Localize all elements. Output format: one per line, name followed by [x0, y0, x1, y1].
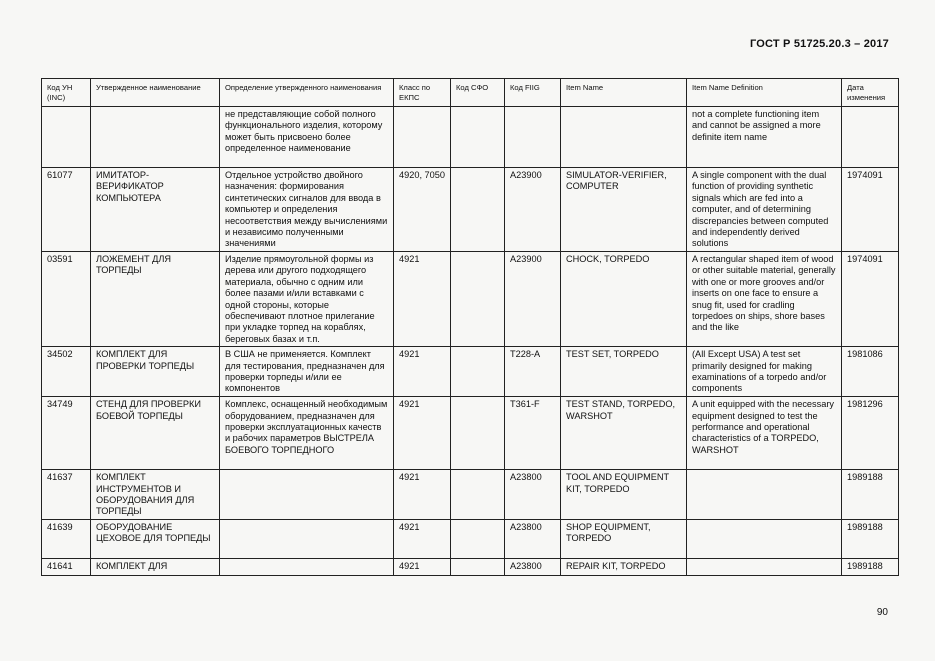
cell-definition-ru: Комплекс, оснащенный необходимым оборудованием, предназначен для проверки эксплуатационных качеств и рабочих параметров ВЫСТРЕЛА БОЕВОГО ТОРПЕДНОГО: [220, 397, 394, 470]
cell-item-definition: A single component with the dual function of providing synthetic signals which are fed into a computer, and of determining discrepancies between computed and independently derived solutions: [687, 168, 842, 252]
cell-definition-ru: [220, 519, 394, 558]
table-row: [42, 168, 899, 252]
cell-date: 1989188: [842, 470, 899, 520]
cell-item-definition: [687, 470, 842, 520]
page-number: 90: [876, 607, 888, 618]
cell-name-ru: КОМПЛЕКТ ИНСТРУМЕНТОВ И ОБОРУДОВАНИЯ ДЛЯ ТОРПЕДЫ: [91, 470, 220, 520]
cell-class-ekps: 4921: [394, 470, 451, 520]
cell-class-ekps: 4921: [394, 252, 451, 347]
cell-fiig: A23900: [505, 252, 561, 347]
cell-definition-ru: [220, 470, 394, 520]
cell-item-definition: (All Except USA) A test set primarily designed for making examinations of a torpedo and/or components: [687, 347, 842, 397]
cell-item-definition: not a complete functioning item and cannot be assigned a more definite item name: [687, 107, 842, 168]
cell-code: 34502: [42, 347, 91, 397]
document-header: ГОСТ Р 51725.20.3 – 2017: [749, 38, 889, 50]
cell-name-ru: КОМПЛЕКТ ДЛЯ: [91, 558, 220, 575]
cell-item-definition: A rectangular shaped item of wood or other suitable material, generally with one or more grooves and/or inserts on one face to ensure a snug fit, used for cradling torpedoes on ships, shore bases and the like: [687, 252, 842, 347]
cell-class-ekps: [394, 107, 451, 168]
cell-date: 1974091: [842, 168, 899, 252]
cell-item-name: CHOCK, TORPEDO: [561, 252, 687, 347]
cell-definition-ru: Отдельное устройство двойного назначения: формирования синтетических сигналов для ввода в компьютер и определения несоответствия между вычислениями и независимо полученными значениями: [220, 168, 394, 252]
cell-item-name: TEST SET, TORPEDO: [561, 347, 687, 397]
table-row: [42, 519, 899, 558]
cell-code-sfo: [451, 252, 505, 347]
col-header-item-name: Item Name: [561, 79, 687, 107]
cell-date: 1981086: [842, 347, 899, 397]
cell-item-name: SIMULATOR-VERIFIER, COMPUTER: [561, 168, 687, 252]
cell-code: 34749: [42, 397, 91, 470]
cell-item-definition: [687, 519, 842, 558]
cell-class-ekps: 4921: [394, 558, 451, 575]
cell-fiig: A23900: [505, 168, 561, 252]
cell-class-ekps: 4921: [394, 397, 451, 470]
cell-code: 03591: [42, 252, 91, 347]
cell-name-ru: ИМИТАТОР-ВЕРИФИКАТОР КОМПЬЮТЕРА: [91, 168, 220, 252]
cell-fiig: [505, 107, 561, 168]
table-row: [42, 397, 899, 470]
col-header-class-ekps: Класс по ЕКПС: [394, 79, 451, 107]
nomenclature-table: [41, 78, 899, 576]
table-row: [42, 107, 899, 168]
cell-date: 1981296: [842, 397, 899, 470]
cell-name-ru: [91, 107, 220, 168]
cell-definition-ru: не представляющие собой полного функционального изделия, которому может быть присвоено более определенное наименование: [220, 107, 394, 168]
cell-code-sfo: [451, 397, 505, 470]
col-header-fiig: Код FIIG: [505, 79, 561, 107]
cell-item-name: REPAIR KIT, TORPEDO: [561, 558, 687, 575]
col-header-code: Код УН (INC): [42, 79, 91, 107]
cell-code: 41641: [42, 558, 91, 575]
cell-date: 1989188: [842, 519, 899, 558]
cell-class-ekps: 4921: [394, 519, 451, 558]
cell-code-sfo: [451, 107, 505, 168]
table-row: [42, 252, 899, 347]
col-header-name-ru: Утвержденное наименование: [91, 79, 220, 107]
cell-code: 61077: [42, 168, 91, 252]
table-row: [42, 470, 899, 520]
cell-name-ru: ОБОРУДОВАНИЕ ЦЕХОВОЕ ДЛЯ ТОРПЕДЫ: [91, 519, 220, 558]
cell-code-sfo: [451, 519, 505, 558]
col-header-code-sfo: Код СФО: [451, 79, 505, 107]
table-row: [42, 558, 899, 575]
cell-fiig: A23800: [505, 470, 561, 520]
cell-class-ekps: 4921: [394, 347, 451, 397]
table-header-row: [42, 79, 899, 107]
cell-fiig: A23800: [505, 519, 561, 558]
col-header-item-definition: Item Name Definition: [687, 79, 842, 107]
cell-fiig: T228-A: [505, 347, 561, 397]
cell-code-sfo: [451, 168, 505, 252]
cell-item-definition: [687, 558, 842, 575]
cell-date: 1974091: [842, 252, 899, 347]
cell-code: 41639: [42, 519, 91, 558]
cell-code-sfo: [451, 470, 505, 520]
cell-code: 41637: [42, 470, 91, 520]
cell-item-name: SHOP EQUIPMENT, TORPEDO: [561, 519, 687, 558]
col-header-date: Дата изменения: [842, 79, 899, 107]
cell-item-definition: A unit equipped with the necessary equipment designed to test the performance and operational characteristics of a TORPEDO, WARSHOT: [687, 397, 842, 470]
cell-fiig: T361-F: [505, 397, 561, 470]
cell-name-ru: СТЕНД ДЛЯ ПРОВЕРКИ БОЕВОЙ ТОРПЕДЫ: [91, 397, 220, 470]
cell-fiig: A23800: [505, 558, 561, 575]
cell-name-ru: ЛОЖЕМЕНТ ДЛЯ ТОРПЕДЫ: [91, 252, 220, 347]
col-header-definition-ru: Определение утвержденного наименования: [220, 79, 394, 107]
cell-item-name: TOOL AND EQUIPMENT KIT, TORPEDO: [561, 470, 687, 520]
cell-definition-ru: Изделие прямоугольной формы из дерева или другого подходящего материала, обычно с одним или более пазами и/или вставками с одной стороны, которые обеспечивают плотное прилегание при укладке торпед на кораблях, береговых базах и т.п.: [220, 252, 394, 347]
cell-item-name: [561, 107, 687, 168]
cell-date: 1989188: [842, 558, 899, 575]
cell-date: [842, 107, 899, 168]
cell-class-ekps: 4920, 7050: [394, 168, 451, 252]
cell-item-name: TEST STAND, TORPEDO, WARSHOT: [561, 397, 687, 470]
cell-code-sfo: [451, 347, 505, 397]
cell-code: [42, 107, 91, 168]
cell-code-sfo: [451, 558, 505, 575]
table-row: [42, 347, 899, 397]
cell-name-ru: КОМПЛЕКТ ДЛЯ ПРОВЕРКИ ТОРПЕДЫ: [91, 347, 220, 397]
cell-definition-ru: [220, 558, 394, 575]
cell-definition-ru: В США не применяется. Комплект для тестирования, предназначен для проверки торпеды и/или ее компонентов: [220, 347, 394, 397]
